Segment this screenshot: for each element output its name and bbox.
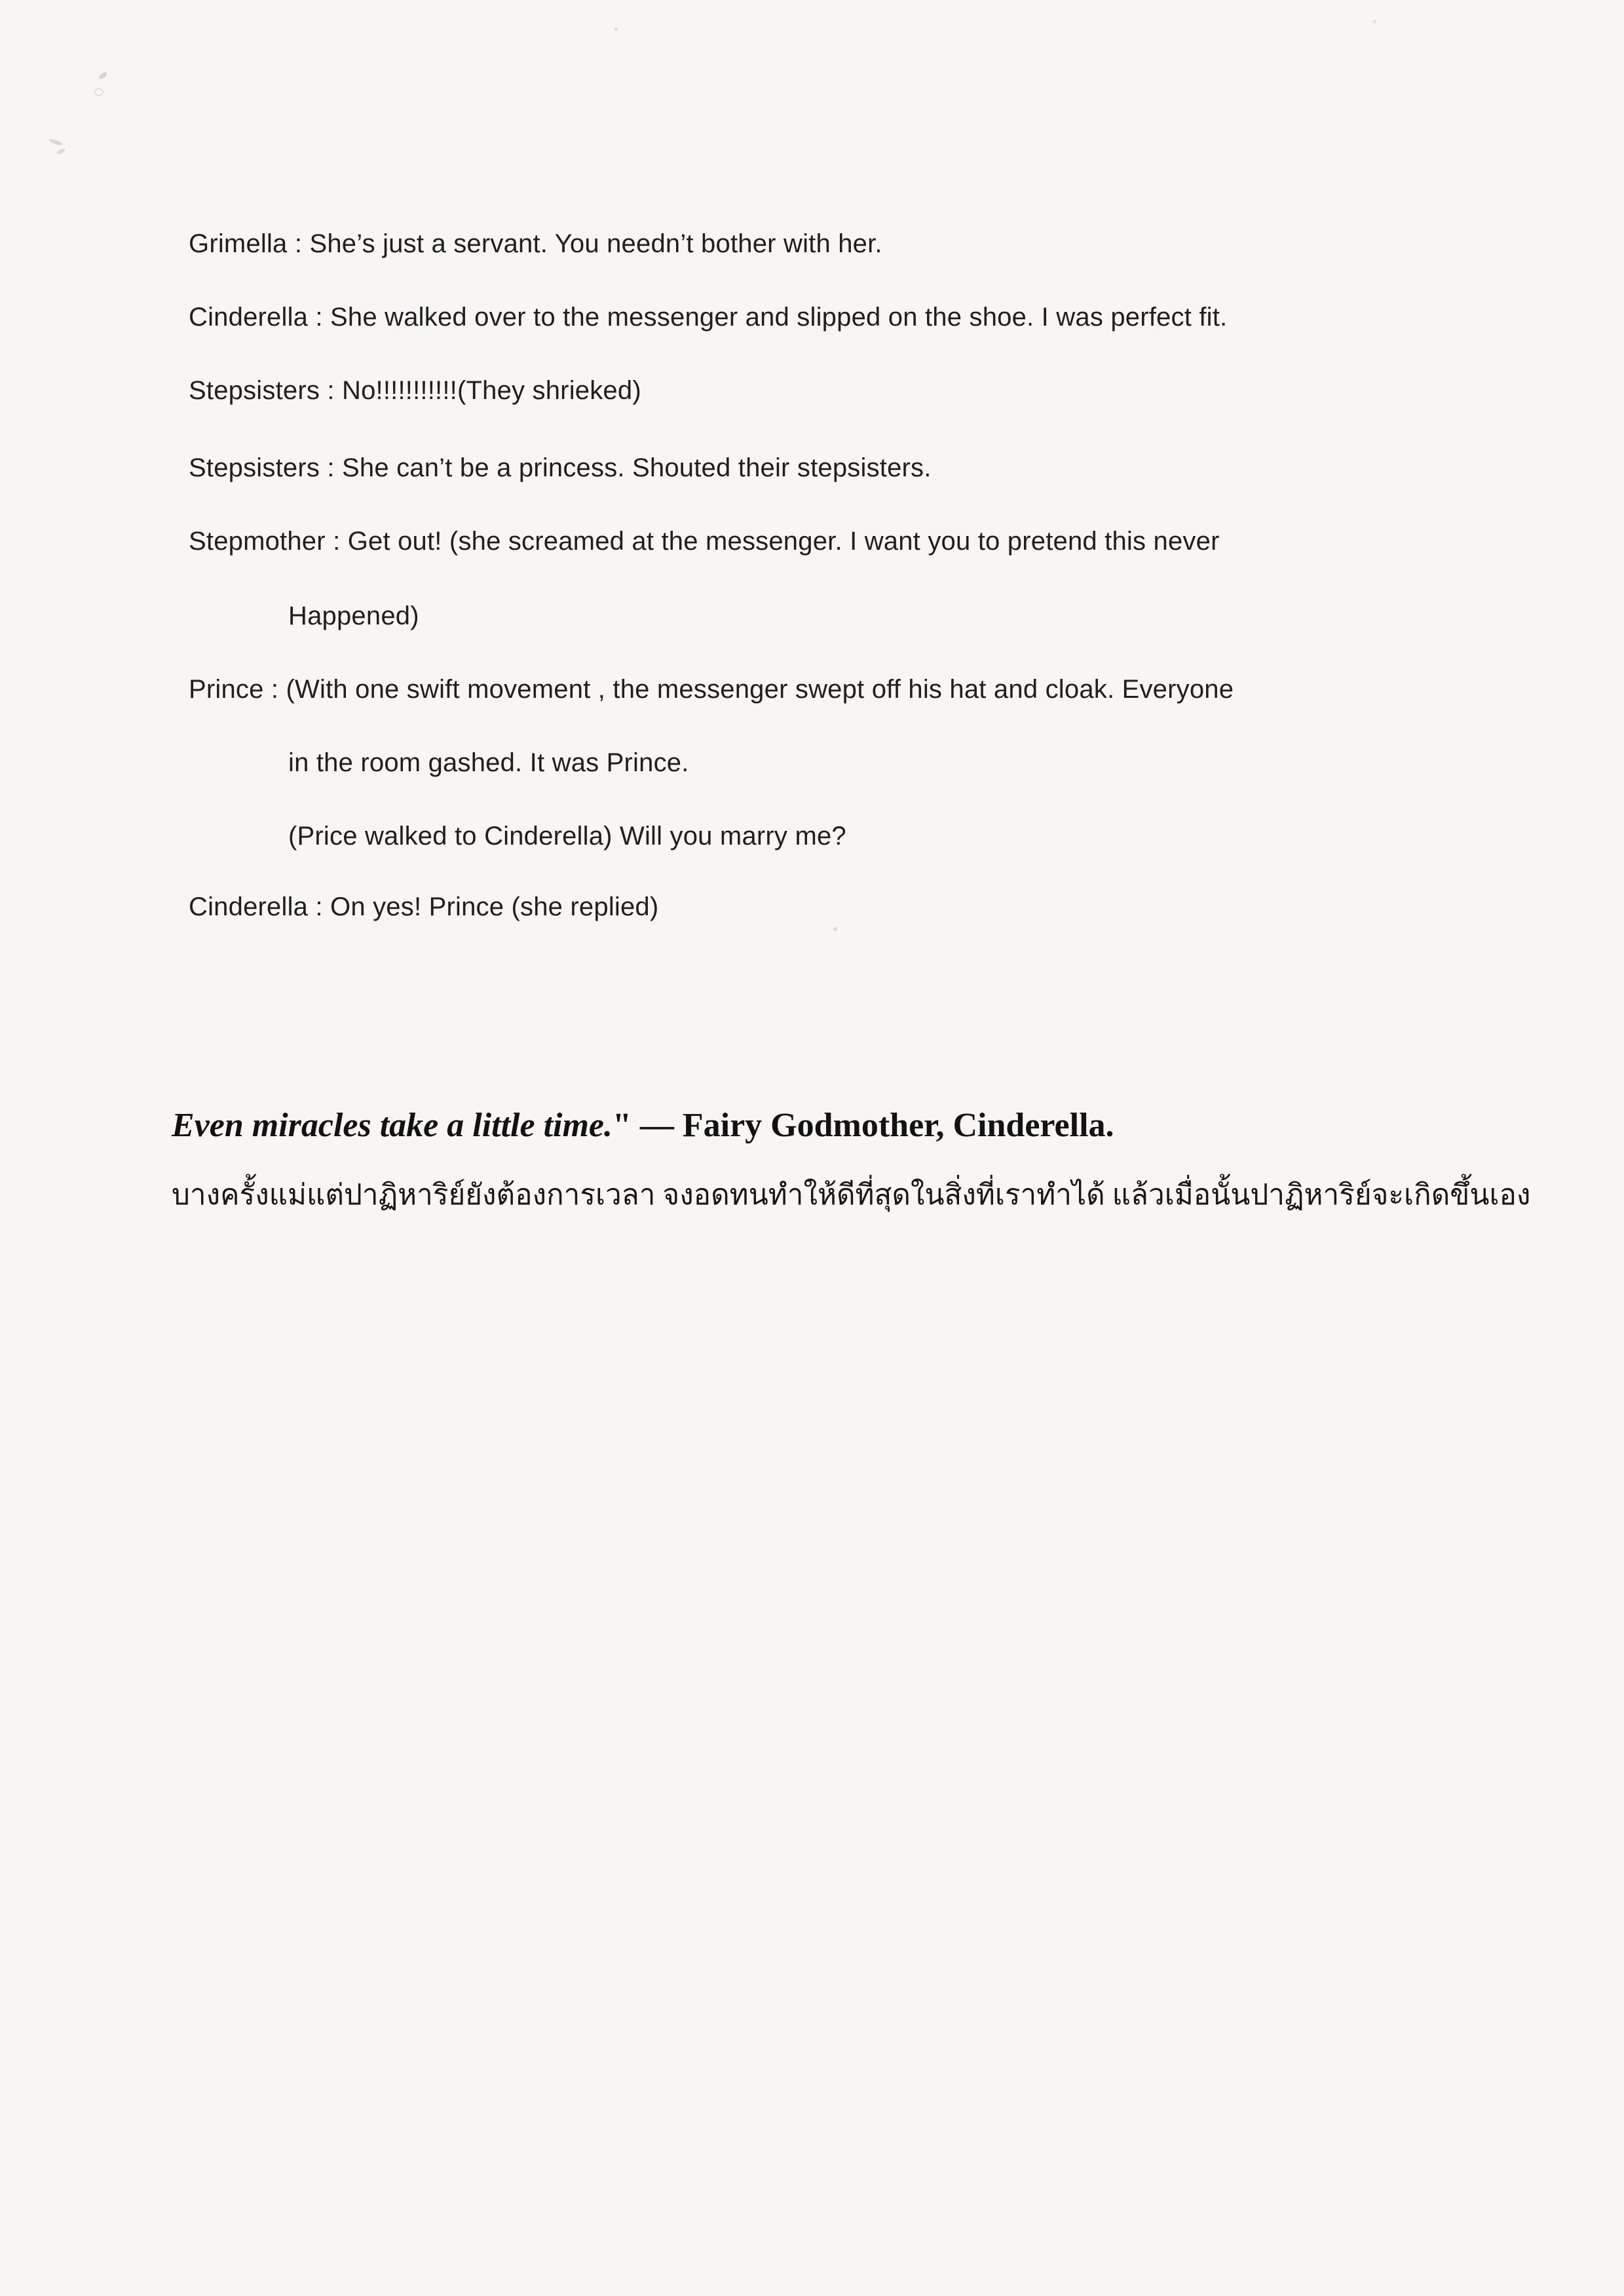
scan-speck xyxy=(94,88,104,96)
scan-speck xyxy=(614,28,618,31)
quote-line xyxy=(172,1106,1114,1145)
scan-speck xyxy=(56,147,66,155)
script-line-cinderella-yes: Cinderella : On yes! Prince (she replied) xyxy=(189,892,659,921)
script-line-marry-me: (Price walked to Cinderella) Will you marry me? xyxy=(288,822,846,851)
script-line-happened: Happened) xyxy=(288,602,419,630)
scan-speck xyxy=(48,138,64,146)
script-line-stepsisters-princess: Stepsisters : She can’t be a princess. Shouted their stepsisters. xyxy=(189,453,932,482)
script-line-stepmother-getout: Stepmother : Get out! (she screamed at the messenger. I want you to pretend this never xyxy=(189,527,1220,556)
script-line-prince-reveal: Prince : (With one swift movement , the messenger swept off his hat and cloak. Everyone xyxy=(189,675,1234,704)
scan-speck xyxy=(98,71,107,81)
quote-italic-text: Even miracles take a little time. xyxy=(172,1107,613,1144)
script-line-cinderella-shoe: Cinderella : She walked over to the messenger and slipped on the shoe. I was perfect fit. xyxy=(189,303,1228,332)
script-line-grimella: Grimella : She’s just a servant. You needn’t bother with her. xyxy=(189,229,882,258)
script-line-room-gashed: in the room gashed. It was Prince. xyxy=(288,748,689,777)
scan-speck xyxy=(833,927,837,931)
quote-attribution: " — Fairy Godmother, Cinderella. xyxy=(613,1107,1114,1144)
scan-speck xyxy=(1373,20,1376,23)
script-line-stepsisters-no: Stepsisters : No!!!!!!!!!!!(They shrieked) xyxy=(189,376,641,405)
thai-translation-line: บางครั้งแม่แต่ปาฏิหาริย์ยังต้องการเวลา จงอดทนทำให้ดีที่สุดในสิ่งที่เราทำได้ แล้วเมื่อนั้นปาฏิหาริย์จะเกิดขึ้นเอง xyxy=(172,1179,1531,1211)
